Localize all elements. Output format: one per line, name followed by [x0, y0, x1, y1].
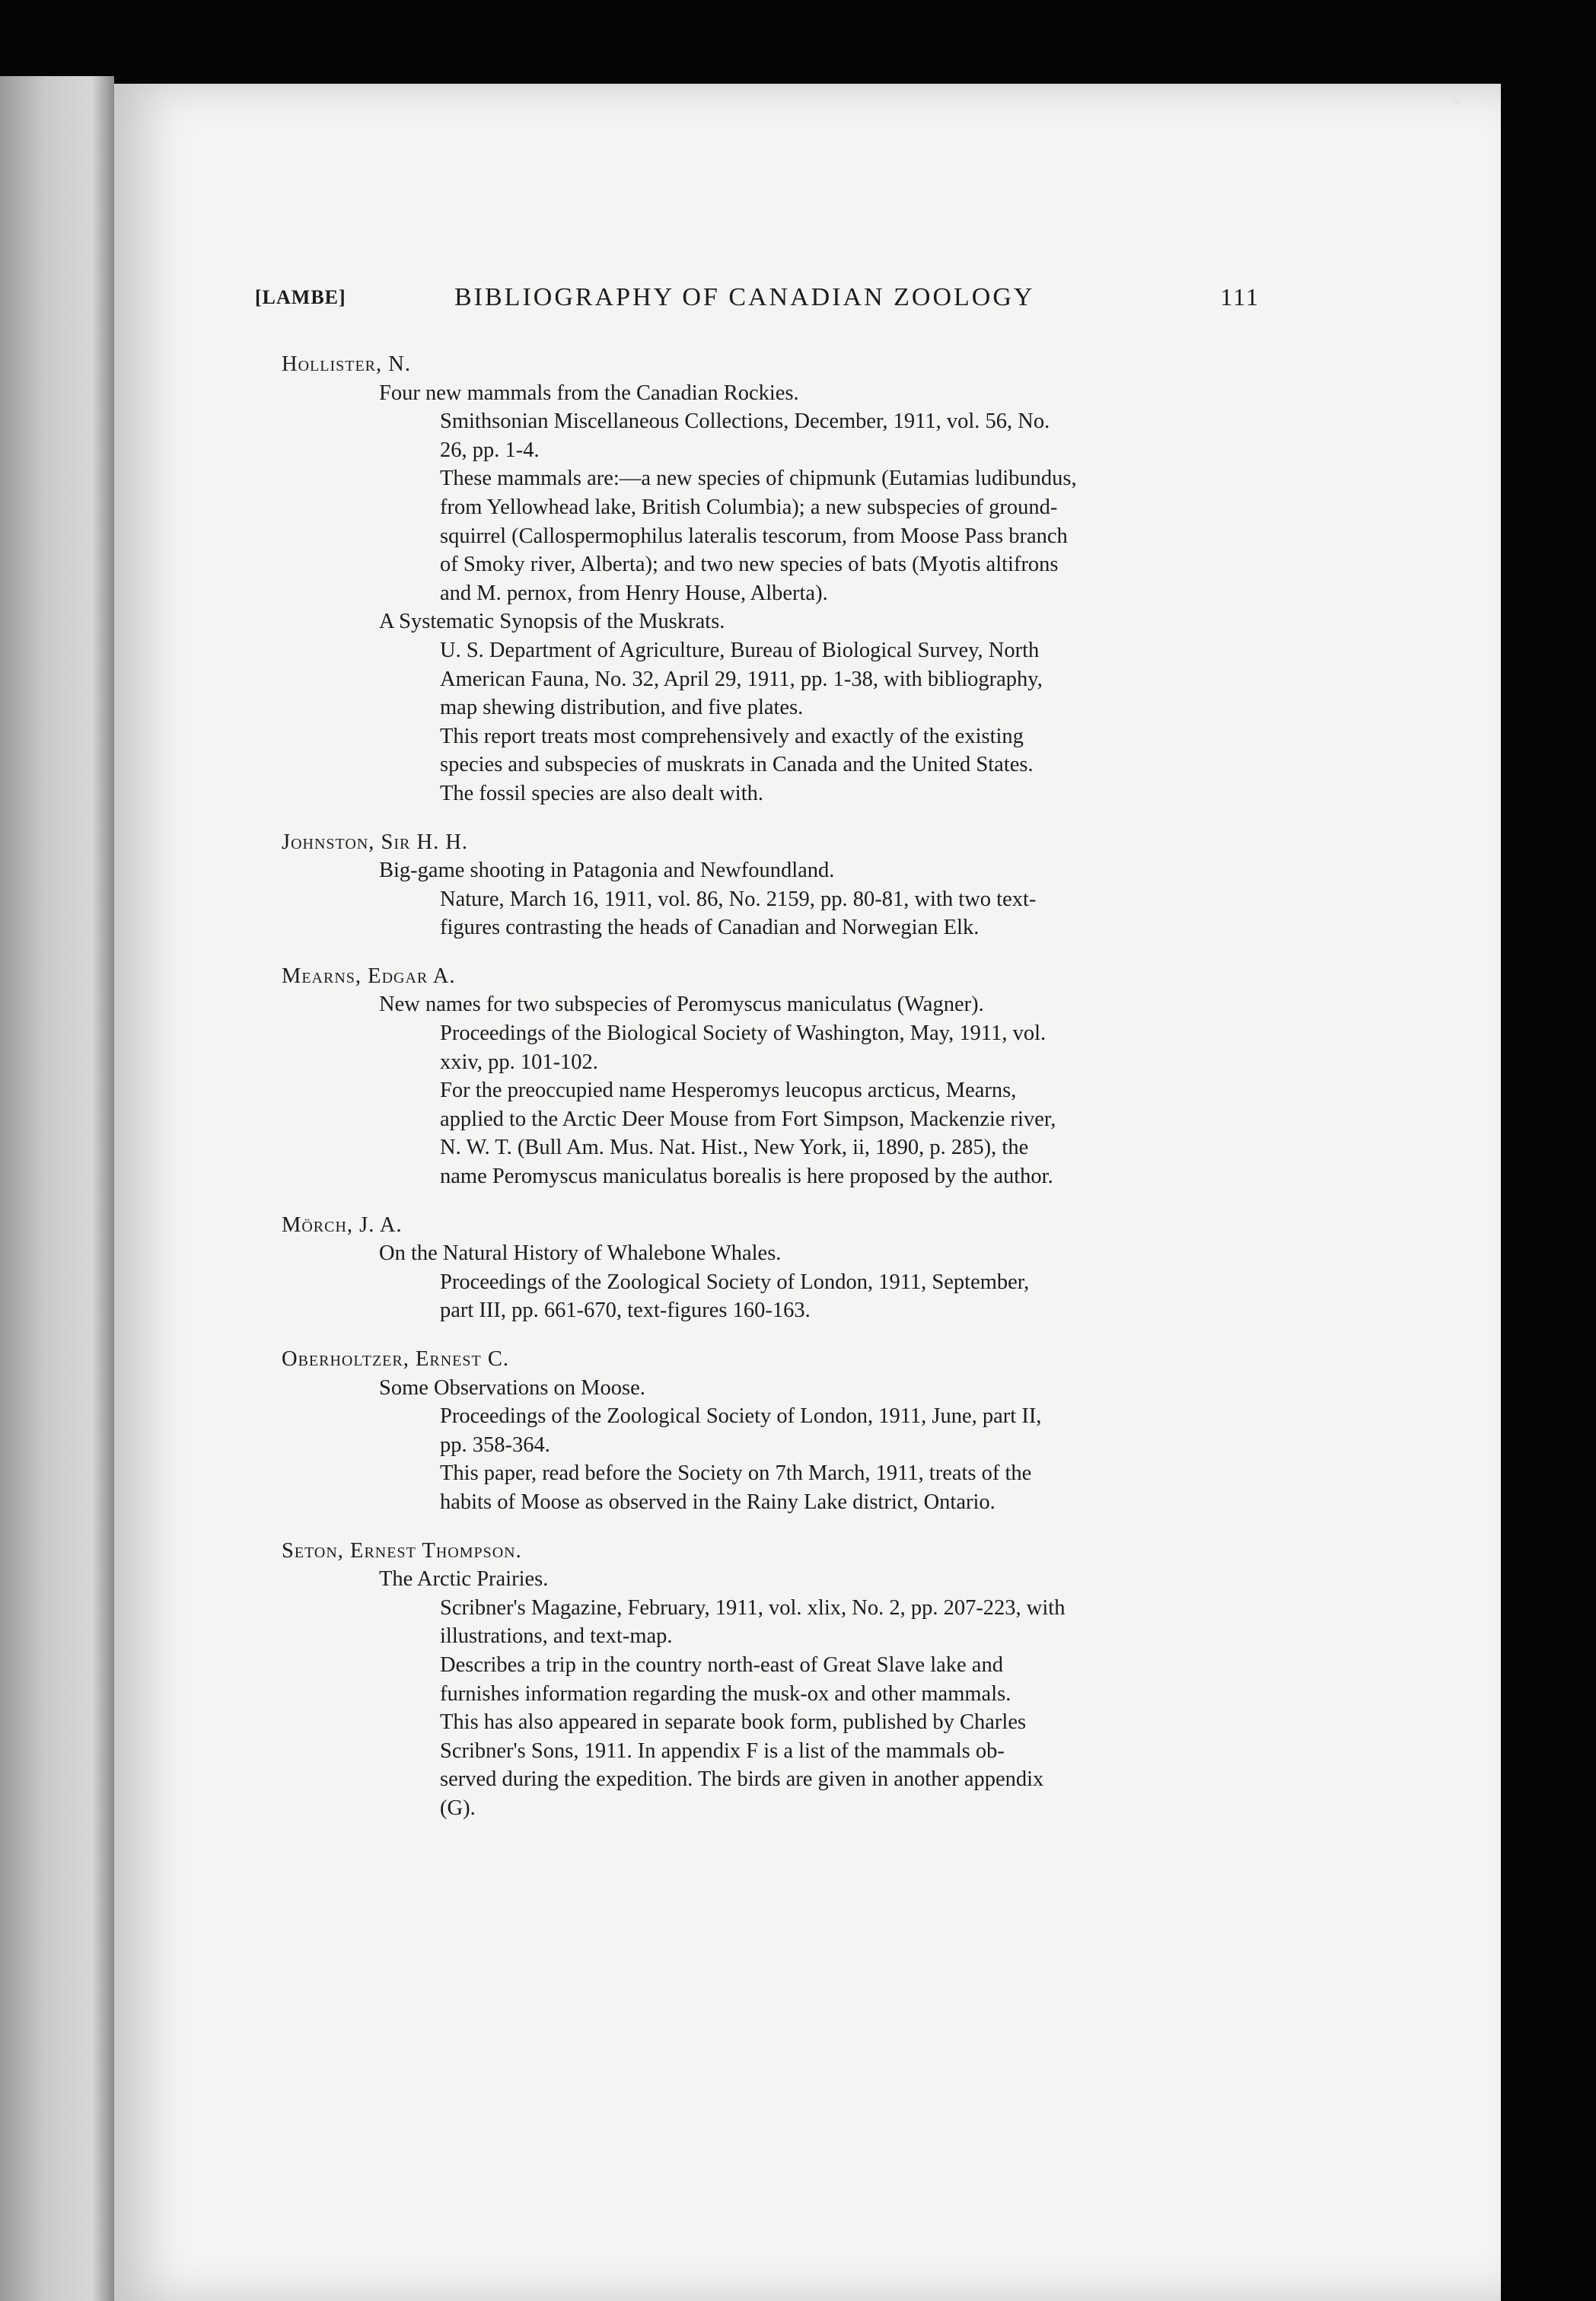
citation-line: served during the expedition. The birds are given in another appendix	[440, 1767, 1044, 1792]
citation-line: Proceedings of the Biological Society of Washington, May, 1911, vol.	[440, 1021, 1046, 1046]
citation-line: species and subspecies of muskrats in Canada and the United States.	[440, 753, 1034, 777]
citation-line: Scribner's Magazine, February, 1911, vol. xlix, No. 2, pp. 207-223, with	[440, 1595, 1066, 1620]
citation-line: pp. 358-364.	[440, 1433, 550, 1457]
work-title: New names for two subspecies of Peromyscus maniculatus (Wagner).	[379, 993, 984, 1017]
bibliography-body	[282, 350, 1271, 1843]
citation-line: xxiv, pp. 101-102.	[440, 1050, 598, 1074]
citation-line: Proceedings of the Zoological Society of London, 1911, June, part II,	[440, 1404, 1042, 1429]
bibliography-entry	[282, 350, 1271, 808]
bibliography-entry	[282, 1345, 1271, 1517]
work-title: Some Observations on Moose.	[379, 1375, 645, 1400]
citation-line: This report treats most comprehensively and exactly of the existing	[440, 724, 1024, 748]
citation-line: map shewing distribution, and five plates.	[440, 696, 804, 720]
citation-line: Describes a trip in the country north-east of Great Slave lake and	[440, 1652, 1003, 1677]
entry-author: Hollister, N.	[282, 352, 411, 376]
entry-author: Oberholtzer, Ernest C.	[282, 1347, 509, 1371]
entry-author: Johnston, Sir H. H.	[282, 830, 469, 854]
citation-line: This paper, read before the Society on 7th March, 1911, treats of the	[440, 1461, 1032, 1486]
entry-author: Mearns, Edgar A.	[282, 964, 456, 988]
work-title: On the Natural History of Whalebone Whales.	[379, 1241, 782, 1266]
citation-line: and M. pernox, from Henry House, Alberta).	[440, 581, 828, 605]
entry-author: Mörch, J. A.	[282, 1213, 403, 1237]
citation-line: Proceedings of the Zoological Society of London, 1911, September,	[440, 1270, 1030, 1294]
bibliography-entry	[282, 1211, 1271, 1325]
citation-line: name Peromyscus maniculatus borealis is here proposed by the author.	[440, 1165, 1053, 1189]
citation-line: N. W. T. (Bull Am. Mus. Nat. Hist., New York, ii, 1890, p. 285), the	[440, 1136, 1029, 1160]
citation-line: This has also appeared in separate book form, published by Charles	[440, 1710, 1027, 1735]
citation-line: The fossil species are also dealt with.	[440, 781, 763, 805]
citation-line: These mammals are:—a new species of chipmunk (Eutamias ludibundus,	[440, 467, 1077, 491]
work-title: A Systematic Synopsis of the Muskrats.	[379, 610, 725, 634]
work-title: Big-game shooting in Patagonia and Newfoundland.	[379, 859, 835, 883]
citation-line: 26, pp. 1-4.	[440, 438, 540, 462]
citation-line: U. S. Department of Agriculture, Bureau of Biological Survey, North	[440, 638, 1040, 662]
citation-line: figures contrasting the heads of Canadian and Norwegian Elk.	[440, 916, 980, 940]
citation-line: furnishes information regarding the musk-ox and other mammals.	[440, 1681, 1011, 1706]
work-title: The Arctic Prairies.	[379, 1567, 549, 1592]
citation-line: squirrel (Callospermophilus lateralis tescorum, from Moose Pass branch	[440, 524, 1068, 548]
citation-line: For the preoccupied name Hesperomys leucopus arcticus, Mearns,	[440, 1079, 1017, 1103]
entry-author: Seton, Ernest Thompson.	[282, 1538, 522, 1563]
running-head-title: BIBLIOGRAPHY OF CANADIAN ZOOLOGY	[454, 283, 1035, 311]
bibliography-entry	[282, 962, 1271, 1191]
bibliography-entry	[282, 1537, 1271, 1823]
citation-line: Smithsonian Miscellaneous Collections, December, 1911, vol. 56, No.	[440, 410, 1050, 434]
citation-line: (G).	[440, 1796, 476, 1820]
citation-line: habits of Moose as observed in the Rainy Lake district, Ontario.	[440, 1490, 996, 1514]
citation-line: American Fauna, No. 32, April 29, 1911, pp. 1-38, with bibliography,	[440, 667, 1043, 691]
citation-line: Scribner's Sons, 1911. In appendix F is a list of the mammals ob-	[440, 1738, 1005, 1763]
work-title: Four new mammals from the Canadian Rockies.	[379, 381, 799, 405]
citation-line: from Yellowhead lake, British Columbia); a new subspecies of ground-	[440, 495, 1058, 519]
citation-line: of Smoky river, Alberta); and two new species of bats (Myotis altifrons	[440, 553, 1059, 577]
page-number: 111	[1220, 283, 1260, 311]
bibliography-entry	[282, 828, 1271, 942]
citation-line: Nature, March 16, 1911, vol. 86, No. 2159, pp. 80-81, with two text-	[440, 887, 1037, 911]
citation-line: illustrations, and text-map.	[440, 1624, 673, 1649]
running-head	[255, 283, 1260, 314]
adjacent-page-edge	[0, 76, 114, 2301]
citation-line: part III, pp. 661-670, text-figures 160-163.	[440, 1299, 811, 1323]
citation-line: applied to the Arctic Deer Mouse from Fort Simpson, Mackenzie river,	[440, 1107, 1056, 1131]
running-head-author: [LAMBE]	[255, 286, 346, 308]
